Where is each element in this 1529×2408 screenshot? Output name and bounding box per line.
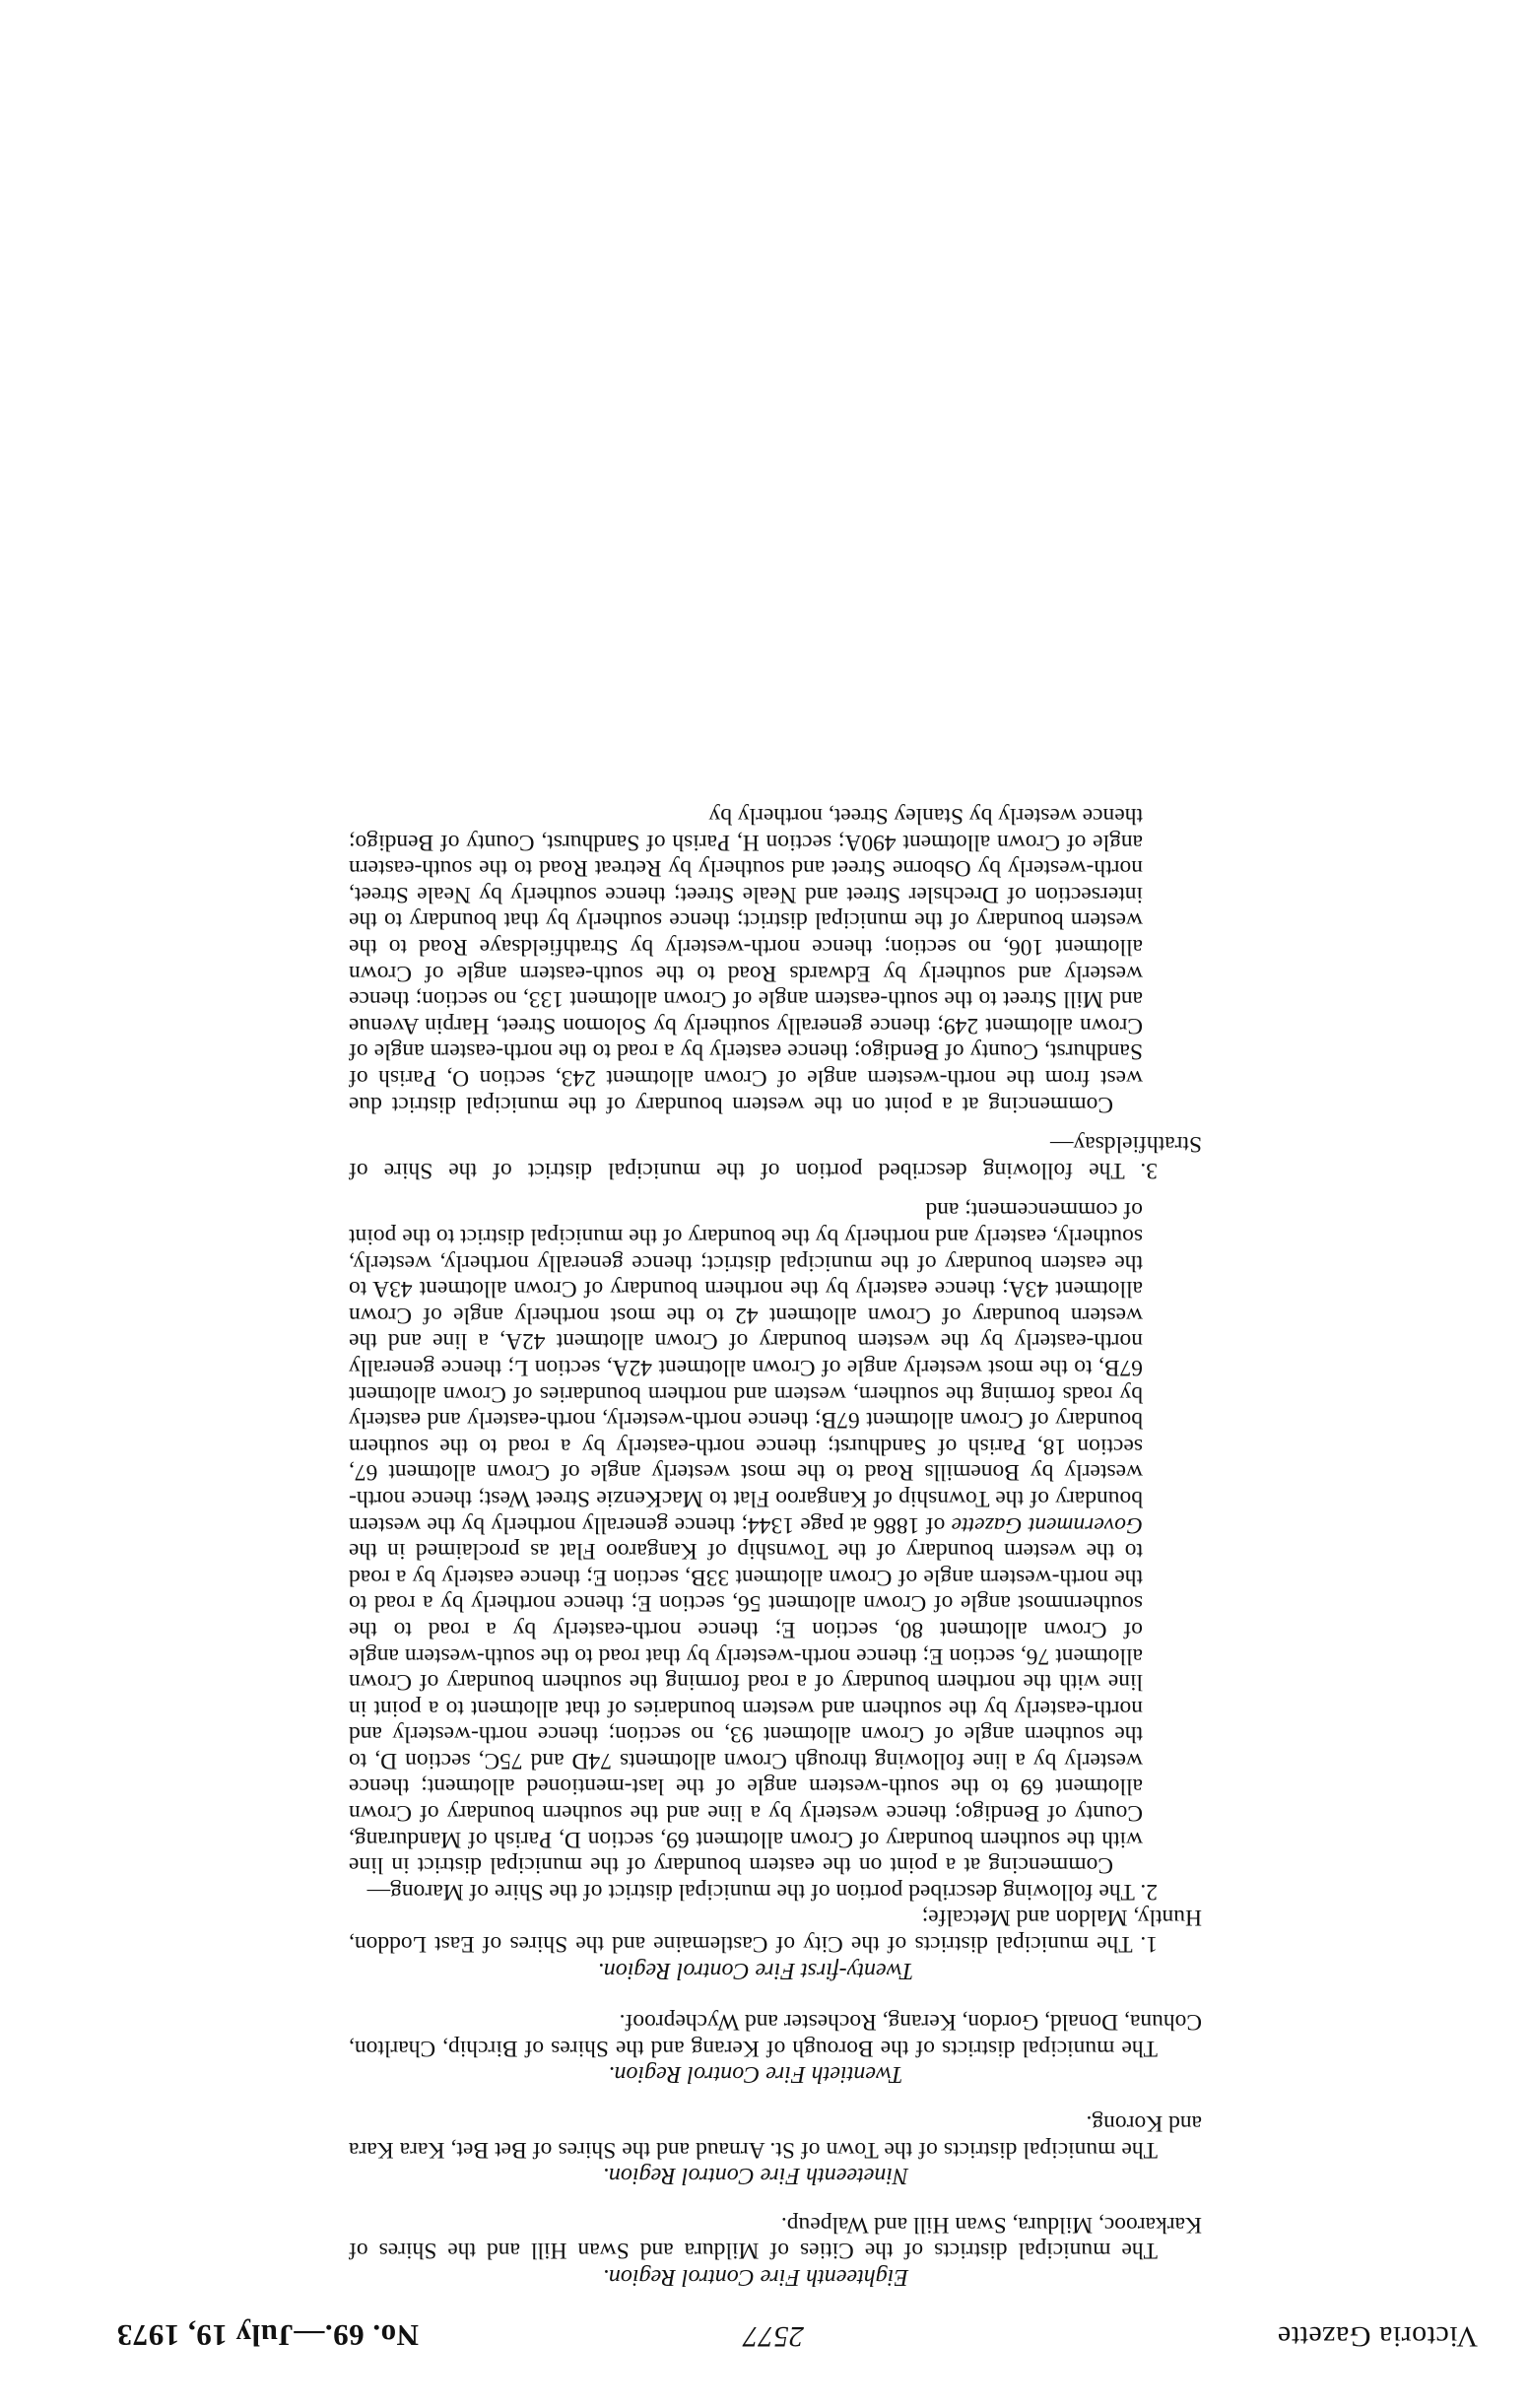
item-1-text: 1. The municipal districts of the City of Castlemaine and the Shires of East Loddon, Huntly, Maldon and Metcalfe;	[349, 1905, 1202, 1958]
page-number: 2577	[743, 2320, 804, 2353]
eighteenth-region-text: The municipal districts of the Cities of Mildura and Swan Hill and the Shires of Karkarooc, Mildura, Swan Hill and Walpeup.	[349, 2211, 1202, 2264]
item-2-text-part-b: of 1886 at page 1344; thence generally northerly by the western boundary of the Township of Kangaroo Flat to MacKenzie Street West; thence north-westerly by Bonemills Road to the most westerly angle of Crown allotment 67, section 18, Parish of Sandhurst; thence north-easterly by a road to the southern boundary of Crown allotment 67B; thence north-westerly, north-easterly and easterly by roads forming the southern, western and northern boundaries of Crown allotment 67B, to the most westerly angle of Crown allotment 42A, section L; thence generally north-easterly by the western boundary of Crown allotment 42A, a line and the western boundary of Crown allotment 42 to the most northerly angle of Crown allotment 43A; thence easterly by the northern boundary of Crown allotment 43A to the eastern boundary of the municipal district; thence generally northerly, westerly, southerly, easterly and northerly by the boundary of the municipal district to the point of commencement; and	[349, 1197, 1143, 1538]
item-2-intro: 2. The following described portion of the municipal district of the Shire of Marong—	[366, 1878, 1158, 1905]
government-gazette-reference: Government Gazette	[951, 1511, 1143, 1538]
heading-twenty-first-region: Twenty-first Fire Control Region.	[597, 1957, 914, 1983]
publication-title: Victoria Gazette	[1277, 2320, 1478, 2353]
issue-date: No. 69.—July 19, 1973	[116, 2318, 419, 2353]
heading-eighteenth-region: Eighteenth Fire Control Region.	[602, 2264, 909, 2290]
item-3-boundary-description: Commencing at a point on the western boundary of the municipal district due west from the north-western angle of Crown allotment 243, section O, Parish of Sandhurst, County of Bendigo; thence easterly by a road to the north-eastern angle of Crown allotment 249; thence generally southerly by Solomon Street, Harpin Avenue and Mill Street to the south-eastern angle of Crown allotment 133, no section; thence westerly and southerly by Edwards Road to the south-eastern angle of Crown allotment 106, no section; thence north-westerly by Strathfieldsaye Road to the western boundary of the municipal district; thence southerly by that boundary to the intersection of Drechsler Street and Neale Street; thence southerly by Neale Street, north-westerly by Osborne Street and southerly by Retreat Road to the south-eastern angle of Crown allotment 490A; section H, Parish of Sandhurst, County of Bendigo; thence westerly by Stanley Street, northerly by	[349, 803, 1143, 1117]
heading-twentieth-region: Twentieth Fire Control Region.	[608, 2061, 903, 2088]
twentieth-region-text: The municipal districts of the Borough of Kerang and the Shires of Birchip, Charlton, Cohuna, Donald, Gordon, Kerang, Rochester and Wycheproof.	[349, 2009, 1202, 2061]
item-2-text-part-a: Commencing at a point on the eastern boundary of the municipal district in line with the southern boundary of Crown allotment 69, section D, Parish of Mandurang, County of Bendigo; thence westerly by a line and the southern boundary of Crown allotment 69 to the south-western angle of the last-mentioned allotment; thence westerly by a line following through Crown allotments 74D and 75C, section D, to the southern angle of Crown allotment 93, no section; thence north-westerly and north-easterly by the southern and western boundaries of that allotment to a point in line with the northern boundary of a road forming the southern boundary of Crown allotment 76, section E; thence north-westerly by that road to the south-western angle of Crown allotment 80, section E; thence north-easterly by a road to the southernmost angle of Crown allotment 56, section E; thence northerly by a road to the north-western angle of Crown allotment 33B, section E; thence easterly by a road to the western boundary of the Township of Kangaroo Flat as proclaimed in the	[349, 1538, 1143, 1879]
nineteenth-region-text: The municipal districts of the Town of St. Arnaud and the Shires of Bet Bet, Kara Kara and Korong.	[349, 2110, 1202, 2163]
heading-nineteenth-region: Nineteenth Fire Control Region.	[602, 2163, 909, 2189]
item-3-intro: 3. The following described portion of the municipal district of the Shire of Strathfieldsay—	[349, 1131, 1202, 1183]
text-column	[349, 803, 1202, 2290]
item-2-boundary-description	[349, 1197, 1143, 1878]
